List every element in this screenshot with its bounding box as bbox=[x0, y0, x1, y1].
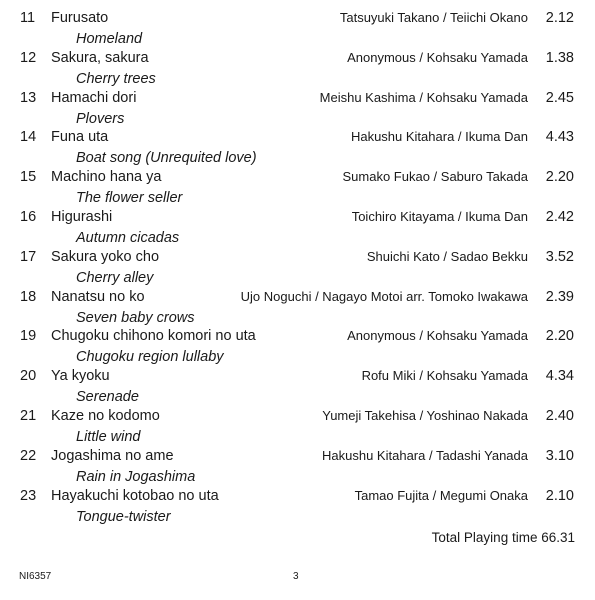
track-title: Furusato bbox=[51, 10, 109, 26]
track-title: Hamachi dori bbox=[51, 89, 137, 106]
track-row bbox=[0, 129, 595, 169]
track-title: Sakura yoko cho bbox=[51, 248, 160, 265]
track-number: 16 bbox=[20, 208, 37, 225]
track-title: Chugoku chihono komori no uta bbox=[51, 328, 256, 345]
track-translation: Autumn cicadas bbox=[76, 229, 180, 246]
track-translation: Homeland bbox=[76, 31, 143, 47]
track-title: Jogashima no ame bbox=[51, 447, 174, 464]
track-translation: Cherry alley bbox=[76, 269, 154, 286]
track-duration: 1.38 bbox=[545, 49, 574, 66]
track-duration: 2.45 bbox=[545, 89, 574, 106]
track-translation: Tongue-twister bbox=[76, 508, 171, 525]
track-row bbox=[0, 209, 595, 249]
page-number: 3 bbox=[293, 571, 299, 582]
track-credit: Yumeji Takehisa / Yoshinao Nakada bbox=[322, 407, 528, 423]
track-credit: Anonymous / Kohsaku Yamada bbox=[347, 49, 528, 65]
track-credit: Ujo Noguchi / Nagayo Motoi arr. Tomoko Iwakawa bbox=[240, 288, 528, 304]
track-title: Machino hana ya bbox=[51, 169, 162, 186]
track-row bbox=[0, 10, 595, 50]
track-translation: Plovers bbox=[76, 110, 125, 127]
track-duration: 2.40 bbox=[545, 407, 574, 424]
track-row bbox=[0, 289, 595, 329]
track-duration: 2.10 bbox=[545, 487, 574, 504]
track-number: 20 bbox=[20, 368, 37, 385]
track-translation: The flower seller bbox=[76, 190, 183, 207]
track-row bbox=[0, 249, 595, 289]
track-credit: Meishu Kashima / Kohsaku Yamada bbox=[319, 89, 528, 105]
track-duration: 2.20 bbox=[545, 328, 574, 345]
track-number: 22 bbox=[20, 447, 37, 464]
track-number: 19 bbox=[20, 328, 37, 345]
track-credit: Anonymous / Kohsaku Yamada bbox=[347, 328, 528, 344]
track-credit: Shuichi Kato / Sadao Bekku bbox=[366, 248, 528, 264]
track-duration: 3.10 bbox=[545, 447, 574, 464]
total-playing-time: Total Playing time 66.31 bbox=[431, 530, 575, 545]
track-number: 18 bbox=[20, 288, 37, 305]
catalog-number: NI6357 bbox=[19, 571, 52, 582]
track-duration: 2.39 bbox=[545, 288, 574, 305]
track-translation: Rain in Jogashima bbox=[76, 468, 196, 485]
track-row bbox=[0, 368, 595, 408]
track-translation: Little wind bbox=[76, 428, 141, 445]
track-title: Funa uta bbox=[51, 129, 109, 146]
track-duration: 4.43 bbox=[545, 129, 574, 146]
track-credit: Hakushu Kitahara / Tadashi Yanada bbox=[322, 447, 528, 463]
track-row bbox=[0, 50, 595, 90]
track-row bbox=[0, 448, 595, 488]
track-translation: Serenade bbox=[76, 389, 139, 406]
track-row bbox=[0, 328, 595, 368]
track-number: 11 bbox=[20, 10, 36, 26]
track-credit: Sumako Fukao / Saburo Takada bbox=[342, 169, 528, 185]
track-row bbox=[0, 488, 595, 528]
track-translation: Chugoku region lullaby bbox=[76, 349, 224, 366]
track-row bbox=[0, 90, 595, 130]
track-duration: 2.42 bbox=[545, 208, 574, 225]
track-duration: 4.34 bbox=[545, 368, 574, 385]
track-credit: Tatsuyuki Takano / Teiichi Okano bbox=[339, 10, 528, 25]
track-credit: Hakushu Kitahara / Ikuma Dan bbox=[350, 129, 528, 145]
track-credit: Tamao Fujita / Megumi Onaka bbox=[354, 487, 528, 503]
track-number: 15 bbox=[20, 169, 37, 186]
track-title: Hayakuchi kotobao no uta bbox=[51, 487, 219, 504]
track-duration: 3.52 bbox=[545, 248, 574, 265]
track-number: 17 bbox=[20, 248, 37, 265]
track-number: 13 bbox=[20, 89, 37, 106]
track-title: Ya kyoku bbox=[51, 368, 110, 385]
track-number: 21 bbox=[20, 407, 37, 424]
track-duration: 2.12 bbox=[545, 10, 574, 26]
track-row bbox=[0, 169, 595, 209]
track-duration: 2.20 bbox=[545, 169, 574, 186]
track-credit: Toichiro Kitayama / Ikuma Dan bbox=[351, 208, 528, 224]
track-title: Nanatsu no ko bbox=[51, 288, 145, 305]
track-number: 23 bbox=[20, 487, 37, 504]
track-row bbox=[0, 408, 595, 448]
track-translation: Cherry trees bbox=[76, 70, 156, 87]
track-credit: Rofu Miki / Kohsaku Yamada bbox=[361, 368, 528, 384]
track-translation: Boat song (Unrequited love) bbox=[76, 150, 257, 167]
track-title: Higurashi bbox=[51, 208, 113, 225]
track-title: Sakura, sakura bbox=[51, 49, 149, 66]
track-number: 12 bbox=[20, 49, 37, 66]
track-number: 14 bbox=[20, 129, 37, 146]
track-translation: Seven baby crows bbox=[76, 309, 195, 326]
track-list bbox=[0, 10, 595, 527]
track-title: Kaze no kodomo bbox=[51, 407, 160, 424]
